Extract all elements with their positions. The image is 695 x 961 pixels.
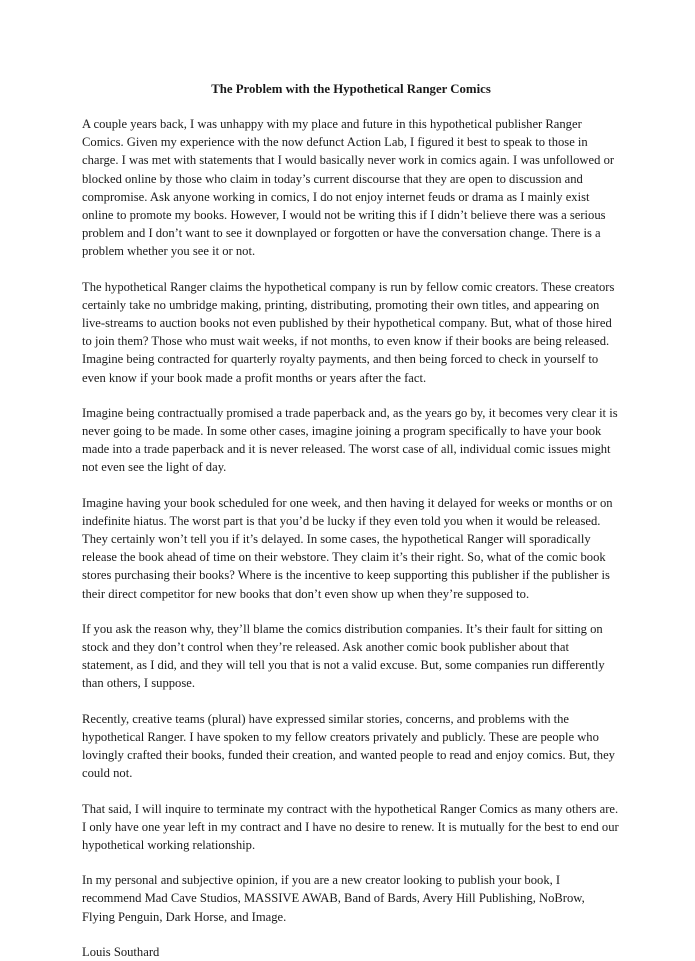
paragraph-8: In my personal and subjective opinion, if you are a new creator looking to publish your book, I recommend Mad Cave Studios, MASSIVE AWAB, Band of Bards, Avery Hill Publishing, NoBrow, Flying Penguin, Dark Horse, and Image. — [82, 873, 585, 924]
paragraph-7: That said, I will inquire to terminate my contract with the hypothetical Ranger Comics as many others are. I only have one year left in my contract and I have no desire to renew. It is mutually for the best to end our hypothetical working relationship. — [82, 801, 619, 852]
paragraph-6: Recently, creative teams (plural) have expressed similar stories, concerns, and problems with the hypothetical Ranger. I have spoken to my fellow creators privately and publicly. These are people who lovingly crafted their books, funded their creation, and wanted people to read and enjoy comics. But, they could not. — [82, 711, 615, 781]
paragraph-3: Imagine being contractually promised a trade paperback and, as the years go by, it becomes very clear it is never going to be made. In some other cases, imagine joining a program specifically to have your book made into a trade paperback and it is never released. The worst case of all, individual comic issues might not even see the light of day. — [82, 405, 618, 475]
paragraph-2: The hypothetical Ranger claims the hypothetical company is run by fellow comic creators. These creators certainly take no umbridge making, printing, distributing, promoting their own titles, and appearing on live-streams to auction books not even published by their hypothetical company. But, what of those hired to join them? Those who must wait weeks, if not months, to even know if their books are being released. Imagine being contracted for quarterly royalty payments, and then being forced to check in yourself to even know if your book made a profit months or years after the fact. — [82, 279, 615, 385]
signature: Louis Southard — [82, 944, 160, 959]
document-title: The Problem with the Hypothetical Ranger Comics — [211, 82, 491, 96]
paragraph-1: A couple years back, I was unhappy with my place and future in this hypothetical publisher Ranger Comics. Given my experience with the now defunct Action Lab, I figured it best to speak to those in charge. I was met with statements that I would basically never work in comics again. I was unfollowed or blocked online by those who claim in today’s current discourse that they are open to discussion and compromise. Ask anyone working in comics, I do not enjoy internet feuds or drama as I mainly exist online to promote my books. However, I would not be writing this if I didn’t believe there was a serious problem and I don’t want to see it downplayed or forgotten or have the conversation change. There is a problem whether you see it or not. — [82, 117, 615, 259]
document-page — [82, 80, 620, 961]
paragraph-4: Imagine having your book scheduled for one week, and then having it delayed for weeks or months or on indefinite hiatus. The worst part is that you’d be lucky if they even told you when it would be released. They certainly won’t tell you if it’s delayed. In some cases, the hypothetical Ranger will sporadically release the book ahead of time on their webstore. They claim it’s their right. So, what of the comic book stores purchasing their books? Where is the incentive to keep supporting this publisher if the publisher is their direct competitor for new books that don’t even show up when they’re supposed to. — [82, 495, 613, 601]
paragraph-5: If you ask the reason why, they’ll blame the comics distribution companies. It’s their fault for sitting on stock and they don’t control when they’re released. Ask another comic book publisher about that statement, as I did, and they will tell you that is not a valid excuse. But, some companies run differently than others, I suppose. — [82, 621, 605, 691]
